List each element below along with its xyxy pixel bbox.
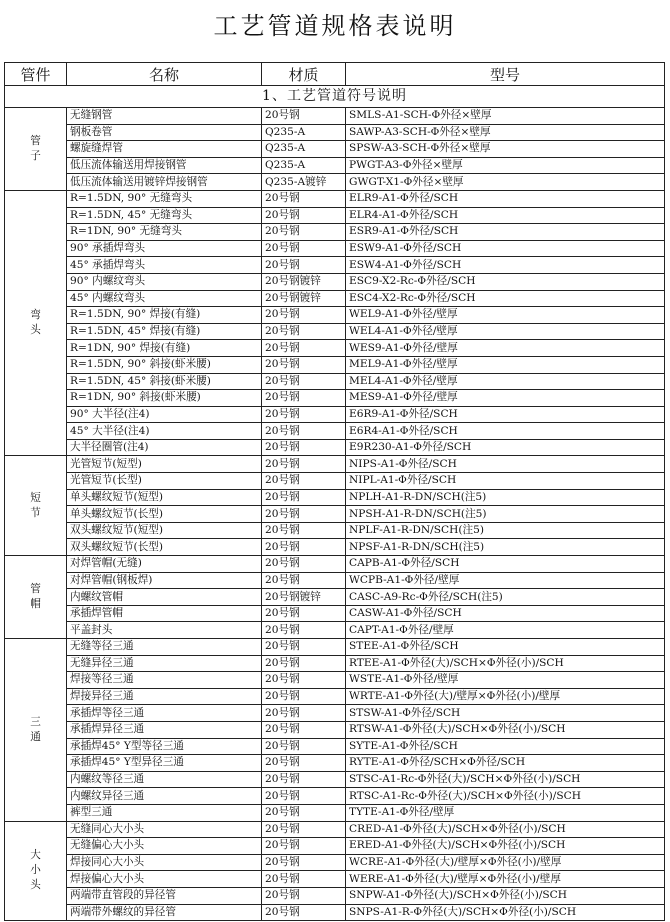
model-cell: ESR9-A1-Φ外径/SCH (346, 224, 665, 241)
name-cell: R=1.5DN, 90° 焊接(有缝) (67, 307, 262, 324)
table-row (5, 190, 665, 207)
model-cell: MEL9-A1-Φ外径/壁厚 (346, 356, 665, 373)
material-cell: 20号钢 (262, 755, 346, 772)
material-cell: Q235-A镀锌 (262, 174, 346, 191)
name-cell: 焊接等径三通 (67, 672, 262, 689)
name-cell: 光管短节(短型) (67, 456, 262, 473)
model-cell: CAPT-A1-Φ外径/壁厚 (346, 622, 665, 639)
table-row (5, 755, 665, 772)
name-cell: R=1.5DN, 90° 斜接(虾米腰) (67, 356, 262, 373)
name-cell: 焊接同心大小头 (67, 854, 262, 871)
table-row (5, 307, 665, 324)
category-char: 头 (30, 879, 41, 892)
name-cell: 低压流体输送用焊接钢管 (67, 157, 262, 174)
model-cell: ESW4-A1-Φ外径/SCH (346, 257, 665, 274)
table-row (5, 721, 665, 738)
model-cell: PWGT-A3-Φ外径×壁厚 (346, 157, 665, 174)
model-cell: E9R230-A1-Φ外径/SCH (346, 439, 665, 456)
table-row (5, 854, 665, 871)
category-char: 小 (30, 864, 41, 877)
name-cell: 无缝异径三通 (67, 655, 262, 672)
name-cell: 双头螺纹短节(长型) (67, 539, 262, 556)
model-cell: CASC-A9-Rc-Φ外径/SCH(注5) (346, 589, 665, 606)
category-cell (5, 821, 67, 921)
category-cell (5, 190, 67, 456)
material-cell: 20号钢 (262, 456, 346, 473)
table-row (5, 356, 665, 373)
model-cell: STSC-A1-Rc-Φ外径(大)/SCH×Φ外径(小)/SCH (346, 771, 665, 788)
category-char: 短 (30, 491, 41, 504)
model-cell: CASW-A1-Φ外径/SCH (346, 605, 665, 622)
table-row (5, 622, 665, 639)
model-cell: RTSC-A1-Rc-Φ外径(大)/SCH×Φ外径(小)/SCH (346, 788, 665, 805)
material-cell: 20号钢 (262, 771, 346, 788)
material-cell: Q235-A (262, 141, 346, 158)
table-row (5, 838, 665, 855)
material-cell: 20号钢 (262, 439, 346, 456)
table-row (5, 705, 665, 722)
table-row (5, 572, 665, 589)
model-cell: WES9-A1-Φ外径/壁厚 (346, 340, 665, 357)
material-cell: 20号钢镀锌 (262, 273, 346, 290)
material-cell: 20号钢 (262, 240, 346, 257)
material-cell: 20号钢 (262, 473, 346, 490)
name-cell: 两端带外螺纹的异径管 (67, 904, 262, 921)
material-cell: 20号钢 (262, 655, 346, 672)
table-row (5, 373, 665, 390)
model-cell: CAPB-A1-Φ外径/SCH (346, 556, 665, 573)
name-cell: 大半径圈管(注4) (67, 439, 262, 456)
category-char: 帽 (30, 598, 41, 611)
table-row (5, 439, 665, 456)
name-cell: 内螺纹管帽 (67, 589, 262, 606)
material-cell: 20号钢 (262, 257, 346, 274)
category-char: 节 (30, 506, 41, 519)
table-row (5, 340, 665, 357)
model-cell: RTEE-A1-Φ外径(大)/SCH×Φ外径(小)/SCH (346, 655, 665, 672)
category-char: 子 (30, 149, 41, 162)
material-cell: 20号钢镀锌 (262, 290, 346, 307)
material-cell: 20号钢 (262, 721, 346, 738)
material-cell: 20号钢 (262, 605, 346, 622)
name-cell: 45° 承插焊弯头 (67, 257, 262, 274)
model-cell: CRED-A1-Φ外径(大)/SCH×Φ外径(小)/SCH (346, 821, 665, 838)
model-cell: WCRE-A1-Φ外径(大)/壁厚×Φ外径(小)/壁厚 (346, 854, 665, 871)
name-cell: 承插焊45° Y型等径三通 (67, 738, 262, 755)
category-char: 管 (30, 583, 41, 596)
model-cell: TYTE-A1-Φ外径/壁厚 (346, 804, 665, 821)
name-cell: 45° 内螺纹弯头 (67, 290, 262, 307)
table-row (5, 323, 665, 340)
material-cell: 20号钢镀锌 (262, 589, 346, 606)
table-row (5, 672, 665, 689)
table-row (5, 174, 665, 191)
model-cell: NPLH-A1-R-DN/SCH(注5) (346, 489, 665, 506)
table-row (5, 605, 665, 622)
material-cell: 20号钢 (262, 871, 346, 888)
model-cell: ERED-A1-Φ外径(大)/SCH×Φ外径(小)/SCH (346, 838, 665, 855)
material-cell: 20号钢 (262, 821, 346, 838)
table-row (5, 821, 665, 838)
table-row (5, 141, 665, 158)
model-cell: E6R4-A1-Φ外径/SCH (346, 423, 665, 440)
name-cell: 内螺纹等径三通 (67, 771, 262, 788)
table-row (5, 207, 665, 224)
table-row (5, 489, 665, 506)
material-cell: 20号钢 (262, 390, 346, 407)
table-row (5, 290, 665, 307)
name-cell: R=1.5DN, 90° 无缝弯头 (67, 190, 262, 207)
name-cell: 承插焊等径三通 (67, 705, 262, 722)
material-cell: Q235-A (262, 157, 346, 174)
model-cell: STSW-A1-Φ外径/SCH (346, 705, 665, 722)
name-cell: R=1DN, 90° 焊接(有缝) (67, 340, 262, 357)
category-cell (5, 556, 67, 639)
table-row (5, 738, 665, 755)
table-row (5, 788, 665, 805)
material-cell: 20号钢 (262, 622, 346, 639)
table-row (5, 556, 665, 573)
name-cell: 承插焊管帽 (67, 605, 262, 622)
header-model: 型号 (346, 63, 665, 86)
model-cell: NPLF-A1-R-DN/SCH(注5) (346, 522, 665, 539)
header-fitting: 管件 (5, 63, 67, 86)
model-cell: STEE-A1-Φ外径/SCH (346, 639, 665, 656)
category-char: 三 (30, 715, 41, 728)
table-row (5, 655, 665, 672)
table-row (5, 539, 665, 556)
model-cell: NIPS-A1-Φ外径/SCH (346, 456, 665, 473)
material-cell: 20号钢 (262, 423, 346, 440)
material-cell: 20号钢 (262, 489, 346, 506)
table-row (5, 639, 665, 656)
model-cell: ELR4-A1-Φ外径/SCH (346, 207, 665, 224)
material-cell: 20号钢 (262, 738, 346, 755)
model-cell: ESC4-X2-Rc-Φ外径/SCH (346, 290, 665, 307)
name-cell: 钢板卷管 (67, 124, 262, 141)
material-cell: 20号钢 (262, 672, 346, 689)
model-cell: SAWP-A3-SCH-Φ外径×壁厚 (346, 124, 665, 141)
category-char: 大 (30, 849, 41, 862)
name-cell: R=1.5DN, 45° 焊接(有缝) (67, 323, 262, 340)
name-cell: 45° 大半径(注4) (67, 423, 262, 440)
model-cell: MEL4-A1-Φ外径/壁厚 (346, 373, 665, 390)
model-cell: NPSF-A1-R-DN/SCH(注5) (346, 539, 665, 556)
name-cell: 承插焊异径三通 (67, 721, 262, 738)
model-cell: SMLS-A1-SCH-Φ外径×壁厚 (346, 108, 665, 125)
category-char: 头 (30, 324, 41, 337)
name-cell: 螺旋缝焊管 (67, 141, 262, 158)
table-row (5, 589, 665, 606)
material-cell: 20号钢 (262, 804, 346, 821)
table-row (5, 390, 665, 407)
material-cell: 20号钢 (262, 340, 346, 357)
name-cell: 平盖封头 (67, 622, 262, 639)
table-row (5, 506, 665, 523)
header-name: 名称 (67, 63, 262, 86)
model-cell: ESW9-A1-Φ外径/SCH (346, 240, 665, 257)
category-char: 通 (30, 730, 41, 743)
name-cell: 承插焊45° Y型异径三通 (67, 755, 262, 772)
material-cell: 20号钢 (262, 373, 346, 390)
table-row (5, 871, 665, 888)
name-cell: R=1.5DN, 45° 无缝弯头 (67, 207, 262, 224)
section-title: 1、工艺管道符号说明 (5, 86, 665, 108)
table-row (5, 771, 665, 788)
name-cell: 90° 承插焊弯头 (67, 240, 262, 257)
name-cell: 焊接异径三通 (67, 688, 262, 705)
name-cell: 对焊管帽(无缝) (67, 556, 262, 573)
name-cell: 无缝偏心大小头 (67, 838, 262, 855)
name-cell: 光管短节(长型) (67, 473, 262, 490)
material-cell: 20号钢 (262, 639, 346, 656)
table-row (5, 224, 665, 241)
spec-table (4, 62, 665, 921)
material-cell: 20号钢 (262, 224, 346, 241)
table-row (5, 257, 665, 274)
model-cell: MES9-A1-Φ外径/壁厚 (346, 390, 665, 407)
table-row (5, 522, 665, 539)
page-title: 工艺管道规格表说明 (213, 12, 457, 40)
material-cell: 20号钢 (262, 207, 346, 224)
name-cell: R=1DN, 90° 斜接(虾米腰) (67, 390, 262, 407)
name-cell: 裤型三通 (67, 804, 262, 821)
name-cell: 两端带直管段的异径管 (67, 887, 262, 904)
material-cell: 20号钢 (262, 539, 346, 556)
material-cell: 20号钢 (262, 190, 346, 207)
category-char: 管 (30, 134, 41, 147)
name-cell: 90° 大半径(注4) (67, 406, 262, 423)
material-cell: 20号钢 (262, 556, 346, 573)
model-cell: WEL9-A1-Φ外径/壁厚 (346, 307, 665, 324)
material-cell: 20号钢 (262, 904, 346, 921)
name-cell: 90° 内螺纹弯头 (67, 273, 262, 290)
material-cell: 20号钢 (262, 307, 346, 324)
model-cell: WCPB-A1-Φ外径/壁厚 (346, 572, 665, 589)
material-cell: 20号钢 (262, 887, 346, 904)
model-cell: WERE-A1-Φ外径(大)/壁厚×Φ外径(小)/壁厚 (346, 871, 665, 888)
model-cell: SNPW-A1-Φ外径(大)/SCH×Φ外径(小)/SCH (346, 887, 665, 904)
name-cell: 单头螺纹短节(长型) (67, 506, 262, 523)
category-cell (5, 456, 67, 556)
model-cell: WEL4-A1-Φ外径/壁厚 (346, 323, 665, 340)
table-row (5, 688, 665, 705)
table-row (5, 804, 665, 821)
model-cell: SYTE-A1-Φ外径/SCH (346, 738, 665, 755)
name-cell: R=1DN, 90° 无缝弯头 (67, 224, 262, 241)
material-cell: 20号钢 (262, 356, 346, 373)
material-cell: Q235-A (262, 124, 346, 141)
table-body (5, 86, 665, 921)
material-cell: 20号钢 (262, 522, 346, 539)
model-cell: RYTE-A1-Φ外径/SCH×Φ外径/SCH (346, 755, 665, 772)
material-cell: 20号钢 (262, 838, 346, 855)
name-cell: 无缝钢管 (67, 108, 262, 125)
name-cell: 对焊管帽(钢板焊) (67, 572, 262, 589)
model-cell: GWGT-X1-Φ外径×壁厚 (346, 174, 665, 191)
name-cell: 双头螺纹短节(短型) (67, 522, 262, 539)
material-cell: 20号钢 (262, 323, 346, 340)
table-row (5, 887, 665, 904)
material-cell: 20号钢 (262, 572, 346, 589)
name-cell: R=1.5DN, 45° 斜接(虾米腰) (67, 373, 262, 390)
model-cell: NPSH-A1-R-DN/SCH(注5) (346, 506, 665, 523)
model-cell: WSTE-A1-Φ外径/壁厚 (346, 672, 665, 689)
header-material: 材质 (262, 63, 346, 86)
material-cell: 20号钢 (262, 705, 346, 722)
model-cell: WRTE-A1-Φ外径(大)/壁厚×Φ外径(小)/壁厚 (346, 688, 665, 705)
model-cell: RTSW-A1-Φ外径(大)/SCH×Φ外径(小)/SCH (346, 721, 665, 738)
model-cell: E6R9-A1-Φ外径/SCH (346, 406, 665, 423)
name-cell: 无缝等径三通 (67, 639, 262, 656)
material-cell: 20号钢 (262, 506, 346, 523)
section-row (5, 86, 665, 108)
model-cell: ELR9-A1-Φ外径/SCH (346, 190, 665, 207)
material-cell: 20号钢 (262, 788, 346, 805)
table-row (5, 124, 665, 141)
table-row (5, 108, 665, 125)
name-cell: 无缝同心大小头 (67, 821, 262, 838)
table-row (5, 157, 665, 174)
table-row (5, 423, 665, 440)
name-cell: 低压流体输送用镀锌焊接钢管 (67, 174, 262, 191)
model-cell: ESC9-X2-Rc-Φ外径/SCH (346, 273, 665, 290)
name-cell: 内螺纹异径三通 (67, 788, 262, 805)
model-cell: NIPL-A1-Φ外径/SCH (346, 473, 665, 490)
material-cell: 20号钢 (262, 406, 346, 423)
material-cell: 20号钢 (262, 108, 346, 125)
material-cell: 20号钢 (262, 854, 346, 871)
material-cell: 20号钢 (262, 688, 346, 705)
category-cell (5, 639, 67, 822)
table-row (5, 456, 665, 473)
category-cell (5, 108, 67, 191)
table-row (5, 273, 665, 290)
name-cell: 焊接偏心大小头 (67, 871, 262, 888)
category-char: 弯 (30, 309, 41, 322)
table-row (5, 904, 665, 921)
table-row (5, 240, 665, 257)
name-cell: 单头螺纹短节(短型) (67, 489, 262, 506)
model-cell: SNPS-A1-R-Φ外径(大)/SCH×Φ外径(小)/SCH (346, 904, 665, 921)
table-row (5, 473, 665, 490)
model-cell: SPSW-A3-SCH-Φ外径×壁厚 (346, 141, 665, 158)
header-row (5, 63, 665, 86)
table-row (5, 406, 665, 423)
